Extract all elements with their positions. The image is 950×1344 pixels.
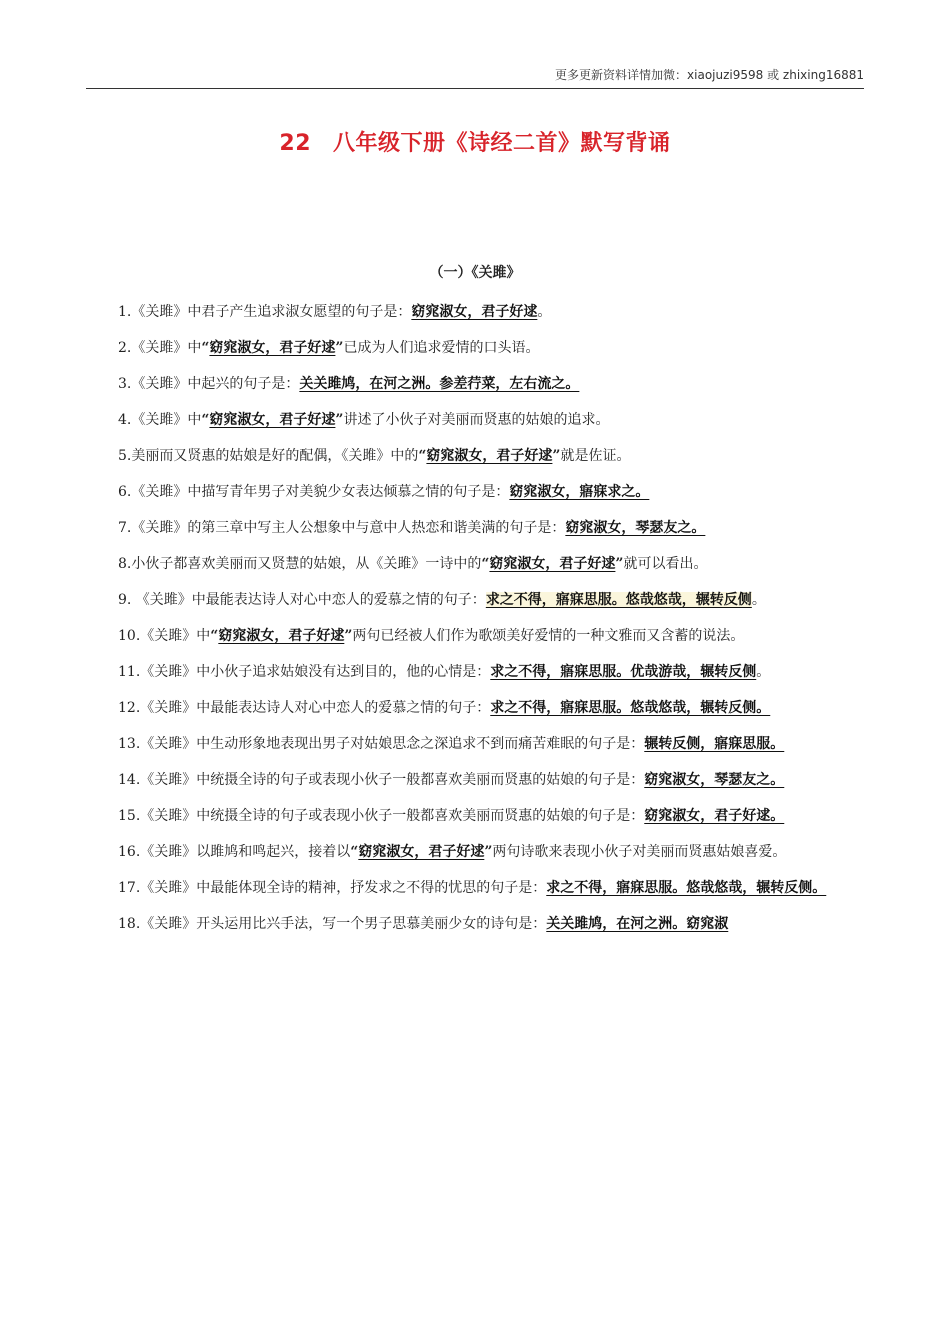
question-text: 6.《关雎》中描写青年男子对美貌少女表达倾慕之情的句子是：: [118, 484, 510, 500]
list-item: [86, 654, 864, 690]
question-text: 12.《关雎》中最能表达诗人对心中恋人的爱慕之情的句子：: [118, 700, 491, 716]
quote-open: “: [210, 628, 219, 644]
answer-text: 窈窕淑女，君子好逑: [209, 412, 336, 428]
list-item: [86, 762, 864, 798]
list-item: [86, 330, 864, 366]
section-title: （一）《关雎》: [429, 265, 521, 281]
list-item: [86, 906, 864, 942]
question-text: 5.美丽而又贤惠的姑娘是好的配偶，《关雎》中的: [118, 448, 419, 464]
question-text: 15.《关雎》中统摄全诗的句子或表现小伙子一般都喜欢美丽而贤惠的姑娘的句子是：: [118, 808, 645, 824]
answer-text: 求之不得，寤寐思服。悠哉悠哉，辗转反侧。: [490, 700, 771, 716]
list-item: [86, 402, 864, 438]
question-end: 。: [756, 664, 771, 680]
quote-close: ”: [344, 628, 353, 644]
quote-close: ”: [615, 556, 624, 572]
question-end: 就是佐证。: [560, 448, 631, 464]
list-item: [86, 582, 864, 618]
quote-close: ”: [335, 340, 344, 356]
list-item: [86, 546, 864, 582]
question-text: 3.《关雎》中起兴的句子是：: [118, 376, 300, 392]
list-item: [86, 474, 864, 510]
question-end: 讲述了小伙子对美丽而贤惠的姑娘的追求。: [343, 412, 610, 428]
answer-text: 窈窕淑女，君子好逑: [489, 556, 616, 572]
list-item: [86, 690, 864, 726]
question-text: 8.小伙子都喜欢美丽而又贤慧的姑娘，从《关雎》一诗中的: [118, 556, 482, 572]
list-item: [86, 618, 864, 654]
question-text: 1.《关雎》中君子产生追求淑女愿望的句子是：: [118, 304, 412, 320]
question-text: 13.《关雎》中生动形象地表现出男子对姑娘思念之深追求不到而痛苦难眠的句子是：: [118, 736, 645, 752]
answer-text: 关关雎鸠，在河之洲。参差荇菜，左右流之。: [299, 376, 580, 392]
answer-text: 窈窕淑女，君子好逑: [209, 340, 336, 356]
list-item: [86, 870, 864, 906]
quote-open: “: [481, 556, 490, 572]
quote-open: “: [418, 448, 427, 464]
list-item: [86, 726, 864, 762]
answer-text: 窈窕淑女，君子好逑。: [644, 808, 785, 824]
answer-text: 窈窕淑女，君子好逑: [411, 304, 538, 320]
header-contact-text: 更多更新资料详情加微：xiaojuzi9598 或 zhixing16881: [555, 68, 864, 82]
question-text: 10.《关雎》中: [118, 628, 211, 644]
quote-open: “: [201, 412, 210, 428]
question-text: 9. 《关雎》中最能表达诗人对心中恋人的爱慕之情的句子：: [118, 592, 486, 608]
answer-text: 辗转反侧，寤寐思服。: [644, 736, 785, 752]
question-text: 17.《关雎》中最能体现全诗的精神，抒发求之不得的忧思的句子是：: [118, 880, 547, 896]
page-title: [0, 126, 950, 157]
list-item: [86, 294, 864, 330]
question-end: 。: [751, 592, 766, 608]
list-item: [86, 798, 864, 834]
list-item: [86, 366, 864, 402]
quote-close: ”: [335, 412, 344, 428]
answer-text: 窈窕淑女，君子好逑: [218, 628, 345, 644]
answer-text: 窈窕淑女，君子好逑: [426, 448, 553, 464]
question-text: 14.《关雎》中统摄全诗的句子或表现小伙子一般都喜欢美丽而贤惠的姑娘的句子是：: [118, 772, 645, 788]
page-header: [86, 66, 864, 89]
question-text: 16.《关雎》以雎鸠和鸣起兴，接着以: [118, 844, 351, 860]
question-end: 。: [537, 304, 552, 320]
lesson-number: 22: [279, 131, 312, 156]
question-text: 18.《关雎》开头运用比兴手法，写一个男子思慕美丽少女的诗句是：: [118, 916, 547, 932]
answer-text: 窈窕淑女，君子好逑: [358, 844, 485, 860]
list-item: [86, 510, 864, 546]
question-end: 就可以看出。: [623, 556, 708, 572]
question-end: 两句诗歌来表现小伙子对美丽而贤惠姑娘喜爱。: [492, 844, 787, 860]
question-text: 7.《关雎》的第三章中写主人公想象中与意中人热恋和谐美满的句子是：: [118, 520, 566, 536]
list-item: [86, 834, 864, 870]
answer-text: 窈窕淑女，琴瑟友之。: [565, 520, 706, 536]
quote-close: ”: [552, 448, 561, 464]
question-end: 已成为人们追求爱情的口头语。: [343, 340, 540, 356]
quote-open: “: [201, 340, 210, 356]
answer-text: 求之不得，寤寐思服。悠哉悠哉，辗转反侧。: [546, 880, 827, 896]
answer-text: 关关雎鸠，在河之洲。窈窕淑: [546, 916, 729, 932]
list-item: [86, 438, 864, 474]
question-end: 两句已经被人们作为歌颂美好爱情的一种文雅而又含蓄的说法。: [352, 628, 745, 644]
title-text: 八年级下册《诗经二首》默写背诵: [333, 131, 671, 156]
answer-text: 窈窕淑女，琴瑟友之。: [644, 772, 785, 788]
question-text: 11.《关雎》中小伙子追求姑娘没有达到目的，他的心情是：: [118, 664, 491, 680]
answer-text: 窈窕淑女，寤寐求之。: [509, 484, 650, 500]
quote-close: ”: [484, 844, 493, 860]
answer-text-highlighted: 求之不得，寤寐思服。悠哉悠哉，辗转反侧: [485, 592, 752, 608]
answer-text: 求之不得，寤寐思服。优哉游哉，辗转反侧: [490, 664, 757, 680]
question-text: 2.《关雎》中: [118, 340, 202, 356]
quote-open: “: [350, 844, 359, 860]
question-text: 4.《关雎》中: [118, 412, 202, 428]
question-list: [86, 294, 864, 942]
